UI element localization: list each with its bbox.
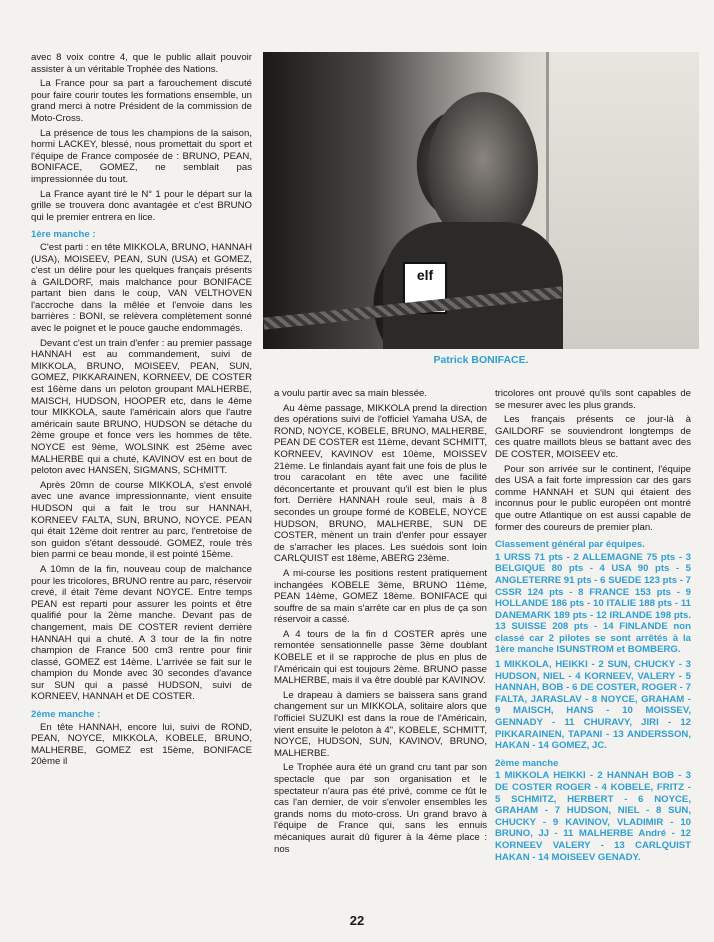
paragraph: Pour son arrivée sur le continent, l'équipe des USA a fait forte impression car des gars comme HANNAH et SUN qui étaient des inconnus pour le public européen ont montré que outre Atlantique on est aussi capable de former des coureurs de premier plan. xyxy=(495,463,691,533)
paragraph: Le drapeau à damiers se baissera sans grand changement sur un MIKKOLA, solitaire alors que l'officiel SUZUKI est dans la roue de l'Américain, vient ensuite le peloton à 4", KOBELE, SCHMITT, NOYCE, HUDSON, SUN, KAVINOV, BRUNO, MALHERBE. xyxy=(274,689,487,759)
section-heading: 2ème manche xyxy=(495,757,559,769)
paragraph: La France pour sa part a farouchement discuté pour faire courir toutes les formations ensemble, un grand merci à notre Président de la commission de Moto-Cross. xyxy=(31,78,252,124)
paragraph: Au 4ème passage, MIKKOLA prend la direction des opérations suivi de l'officiel Yamaha USA, de ROND, NOYCE, KOBELE, BRUNO, MALHERBE, PEAN DE COSTER est 11ème, devant SCHMITT, KORNEEV, KAVINOV est 10ème, MOISSEV 21ème. Le finlandais ayant fait une fois de plus le trou caracolant en tête avec une facilité déconcertante et prouvant qu'il est bien le plus fort. Derrière HANNAH roule seul, mais à 8 secondes un groupe formé de KOBELE, NOYCE HUDSON, BRUNO, MALHERBE, SUN DE COSTER, mènent un train d'enfer pour essayer de s'arracher les places. Les suédois sont loin CARLQUIST est 18ème, ABERG 23ème. xyxy=(274,402,487,565)
page-number: 22 xyxy=(349,913,365,928)
paragraph: La présence de tous les champions de la saison, hormi LACKEY, blessé, nous promettait du sport et l'équipe de France composée de : BRUNO, PEAN, BONIFACE, GOMEZ, ne semblait pas impressionnée du tout. xyxy=(31,127,252,185)
paragraph: Les français présents ce jour-là à GAILDORF se souviendront longtemps de ces quatre maillots bleus se battant avec des DE COSTER, MOISEEV etc. xyxy=(495,414,691,460)
paragraph: C'est parti : en tête MIKKOLA, BRUNO, HANNAH (USA), MOISEEV, PEAN, SUN (USA) et GOMEZ, c'est un délire pour les quelques français présents à GAILDORF, mais malchance pour BONIFACE partant bien dans le coup, VAN VELTHOVEN l'accroche dans la mêlée et l'envoie dans les barrières : BONI, se relèvera complètement sonné avec le poignet et le pouce gauche endommagés. xyxy=(31,241,252,335)
paragraph: avec 8 voix contre 4, que le public allait pouvoir assister à un véritable Trophée des Nations. xyxy=(31,52,252,75)
photo-rider-head xyxy=(428,92,538,242)
paragraph: a voulu partir avec sa main blessée. xyxy=(274,388,428,399)
paragraph: En tête HANNAH, encore lui, suivi de ROND, PEAN, NOYCE, MIKKOLA, KOBELE, BRUNO, MALHERBE, GOMEZ est 15ème, BONIFACE 20ème il xyxy=(31,721,252,768)
paragraph: La France ayant tiré le N° 1 pour le départ sur la grille se trouvera donc avantagée et c'est BRUNO qui le premier entrera en lice. xyxy=(31,188,252,223)
paragraph: tricolores ont prouvé qu'ils sont capables de se mesurer avec les plus grands. xyxy=(495,388,691,411)
photo-van-background xyxy=(546,52,699,349)
paragraph: Après 20mn de course MIKKOLA, s'est envolé avec une avance impressionnante, vient ensuite HUDSON qui a fait le trou sur HANNAH, KORNEEV FALTA, SUN, BRUNO, NOYCE. PEAN qui était 12ème doit rentrer au parc, l'entretoise de son guidon s'étant dessoudé. GOMEZ, roule très bien parmi ce beau monde, il est pointé 15ème. xyxy=(31,479,252,561)
photo-caption: Patrick BONIFACE. xyxy=(433,354,529,366)
section-heading: 2ème manche : xyxy=(31,709,101,721)
results-paragraph: 1 MIKKOLA HEIKKI - 2 HANNAH BOB - 3 DE COSTER ROGER - 4 KOBELE, FRITZ - 5 SCHMITZ, HERBERT - 6 NOYCE, GRAHAM - 7 HUDSON, NIEL - 8 SUN, CHUCKY - 9 KAVINOV, VLADIMIR - 10 BRUNO, JJ - 11 MALHERBE André - 12 KORNEEV VALERY - 13 CARLQUIST HAKAN - 14 MOISEEV GENADY. xyxy=(495,770,691,863)
photo-elf-logo: elf xyxy=(403,262,447,314)
paragraph: A mi-course les positions restent pratiquement inchangées KOBELE 3ème, BRUNO 11ème, PEAN 14ème, GOMEZ 18ème. BONIFACE qui souffre de sa main s'arrête car en plus de ça son réservoir a cassé. xyxy=(274,567,487,626)
paragraph: A 10mn de la fin, nouveau coup de malchance pour les tricolores, BRUNO rentre au parc, réservoir crevé, il était 7ème devant NOYCE. Entre temps PEAN est reparti pour assurer les points et être qualifié pour la 2ème manche. Devant pas de changement, mais DE COSTER revient derrière HANNAH qui a chuté. A 3 tour de la fin notre champion de France 500 cm3 rentre pour finir classé, GOMEZ est 14ème. L'arrivée se fait sur le champion du Monde avec 30 secondes d'avance sur SUN qui a passé HUDSON, suivi de KORNEEV, HANNAH et DE COSTER. xyxy=(31,563,252,703)
section-heading: Classement général par équipes. xyxy=(495,539,645,551)
rider-photo xyxy=(263,52,699,349)
paragraph: Le Trophée aura été un grand cru tant par son spectacle que par son organisation et le spectateur n'aura pas été privé, comme ce fût le cas l'an dernier, de voir s'envoler ensembles les grands noms du moto-cross. Un grand bravo à l'équipe de France qui, sans les ennuis mécaniques aurait dû figurer à la 4ème place : nos xyxy=(274,762,487,855)
paragraph: Devant c'est un train d'enfer : au premier passage HANNAH est au commandement, suivi de MIKKOLA, BRUNO, MOISEEV, PEAN, SUN, GOMEZ, PIKKARAINEN, KORNEEV, DE COSTER est 16ème dans un peloton groupant MALHERBE, MAISCH, HUDSON, HOOPER etc, dans le 4ème tour MIKKOLA, saute l'américain alors que l'autre américain saute BRUNO, HUDSON se détache du 2ème groupe et fonce vers les hommes de tête. NOYCE est 9ème, WOLSINK est 25ème avec MALHERBE qui a chuté, KAVINOV est en bout de peloton avec HANSEN, SIGMANS, SCHMITT. xyxy=(31,337,252,477)
text-column-2 xyxy=(274,388,487,928)
text-column-3 xyxy=(495,388,691,928)
results-paragraph: 1 MIKKOLA, HEIKKI - 2 SUN, CHUCKY - 3 HUDSON, NIEL - 4 KORNEEV, VALERY - 5 HANNAH, BOB - 6 DE COSTER, ROGER - 7 FALTA, JARASLAV - 8 NOYCE, GRAHAM - 9 MAISCH, HANS - 10 MOISSEV, GENNADY - 11 CHURAVY, JIRI - 12 PIKKARAINEN, TAPANI - 13 ANDERSSON, HAKAN - 14 GOMEZ, JC. xyxy=(495,659,691,752)
text-column-1 xyxy=(31,52,252,924)
paragraph: A 4 tours de la fin d COSTER après une remontée sensationnelle passe 3ème doublant KOBELE et il se rapproche de plus en plus de l'Américain qui est toujours 2ème. BRUNO passe MALHERBE, mais il va être doublé par KAVINOV. xyxy=(274,628,487,687)
results-paragraph: 1 URSS 71 pts - 2 ALLEMAGNE 75 pts - 3 BELGIQUE 80 pts - 4 USA 90 pts - 5 ANGLETERRE 91 pts - 6 SUEDE 123 pts - 7 CSSR 124 pts - 8 FRANCE 153 pts - 9 HOLLANDE 186 pts - 10 ITALIE 188 pts - 11 DANEMARK 189 pts - 12 IRLANDE 198 pts. 13 SUISSE 208 pts - 14 FINLANDE non classé car 2 pilotes se sont arrêtés à la 1ère manche ISUNSTROM et BOMBERG. xyxy=(495,551,691,656)
section-heading: 1ère manche : xyxy=(31,229,96,241)
